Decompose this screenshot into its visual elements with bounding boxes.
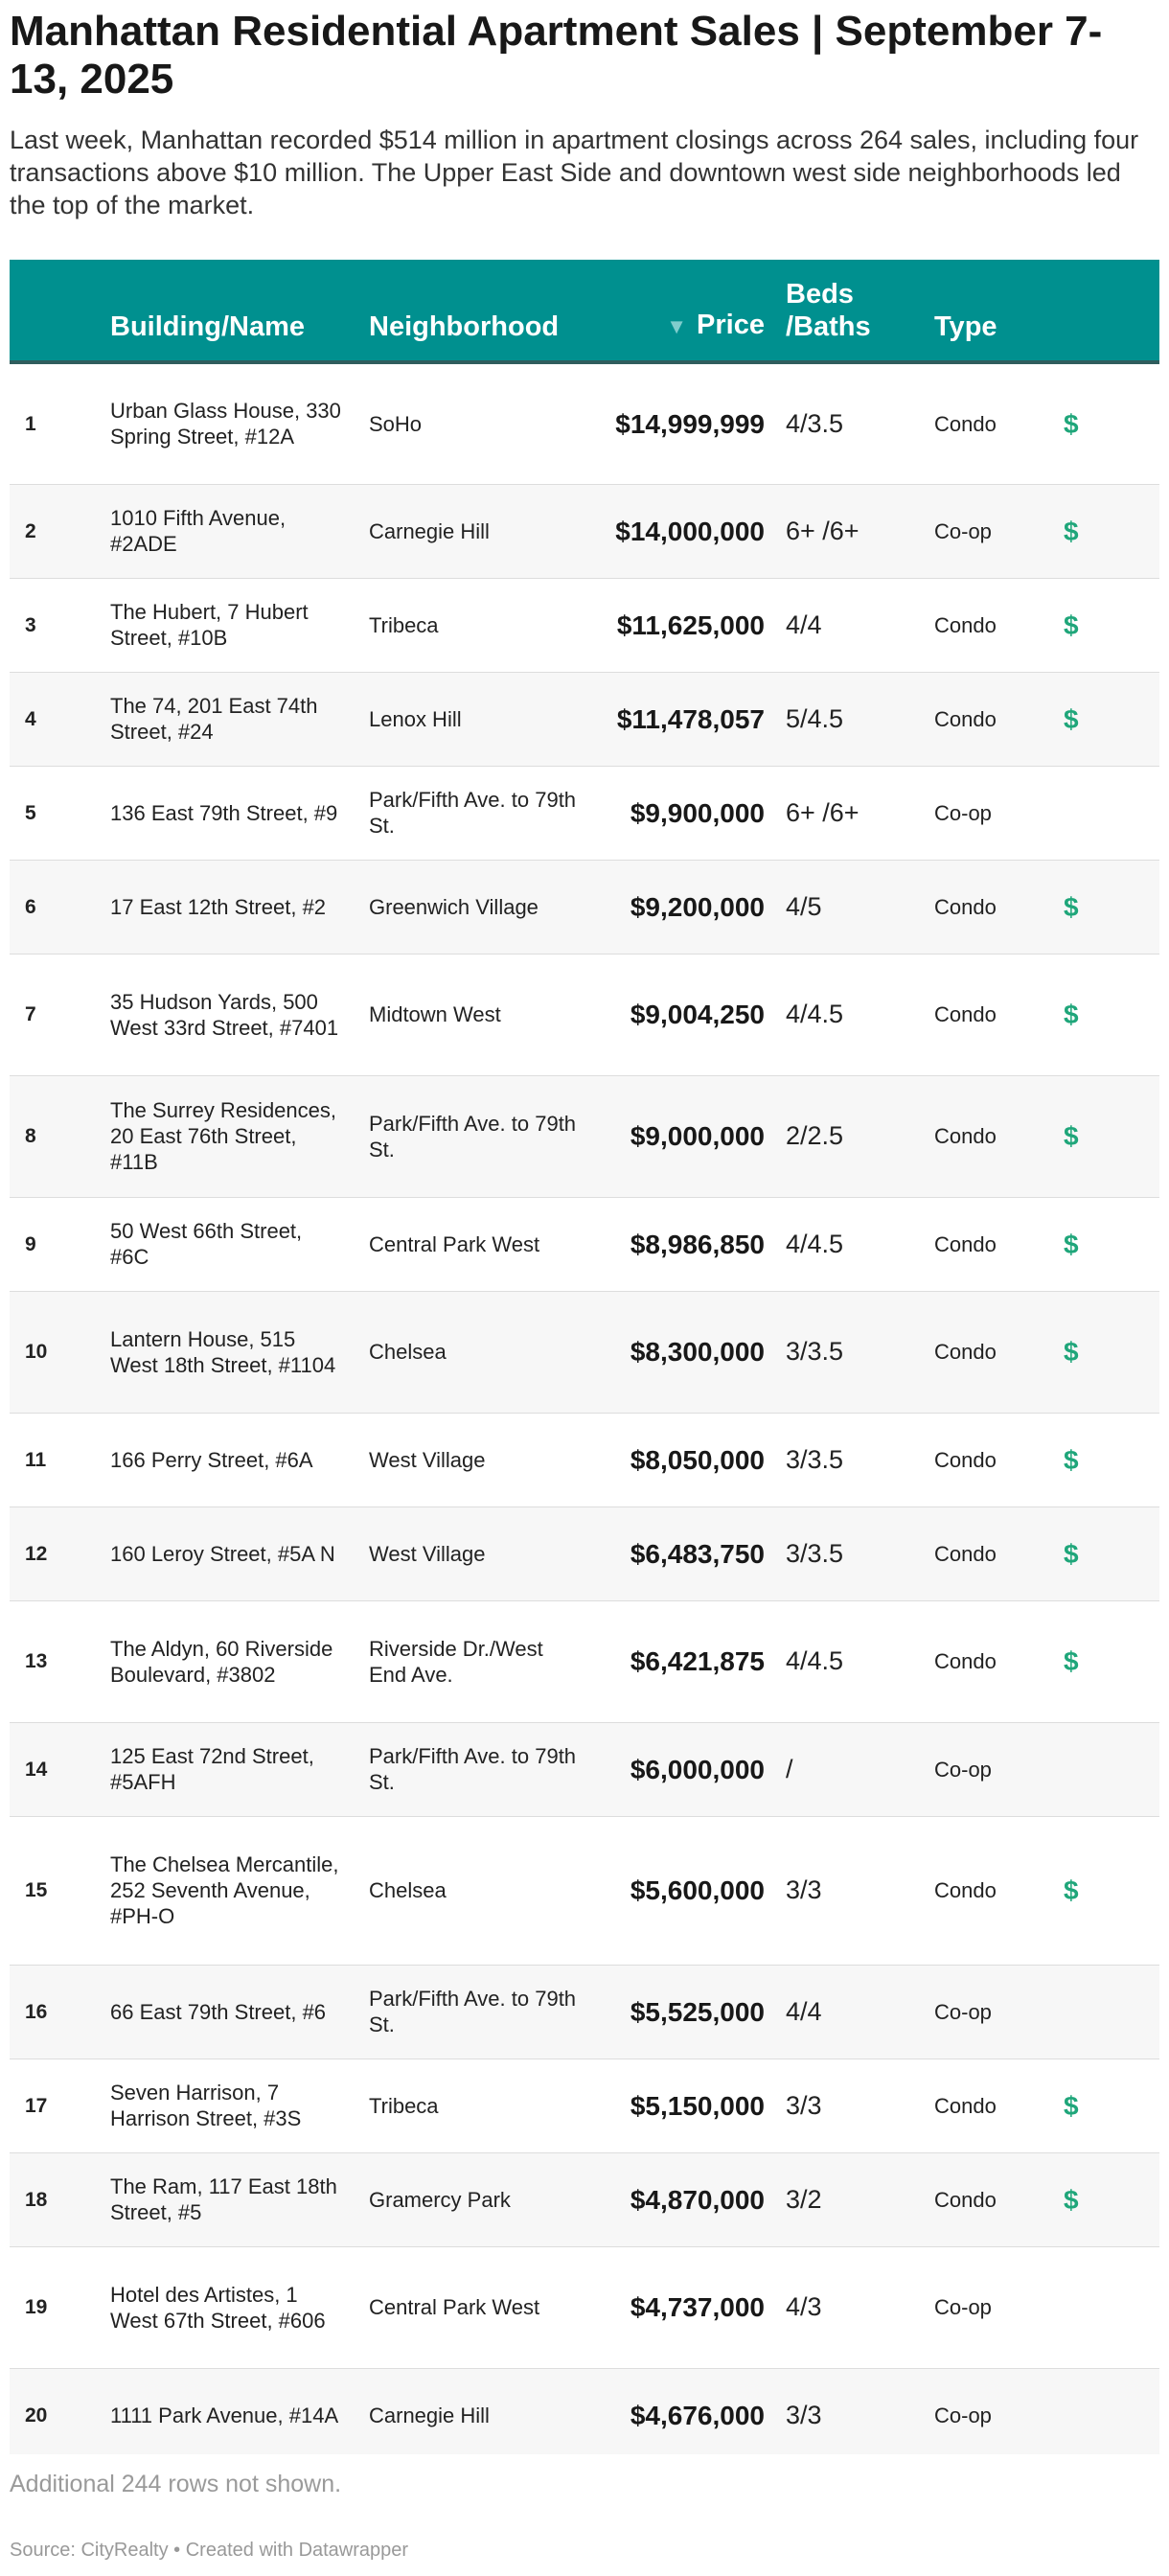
row-type: Condo [934,954,1064,1075]
row-rank: 16 [10,1965,110,2058]
row-price: $5,525,000 [608,1965,786,2058]
header-beds-baths-label: Beds /Baths [786,279,871,342]
row-extra-indicator: $ [1064,1600,1159,1722]
header-type[interactable]: Type [934,260,1064,362]
row-extra-indicator: $ [1064,2058,1159,2152]
row-building-name: Urban Glass House, 330 Spring Street, #12A [110,362,369,484]
row-type: Co-op [934,2368,1064,2454]
row-neighborhood: Park/Fifth Ave. to 79th St. [369,1722,608,1816]
row-rank: 12 [10,1506,110,1600]
row-extra-indicator: $ [1064,484,1159,578]
row-type: Condo [934,2058,1064,2152]
row-price: $9,000,000 [608,1075,786,1197]
row-rank: 15 [10,1816,110,1965]
table-row [10,1506,1159,1600]
row-price: $11,478,057 [608,672,786,766]
row-price: $6,421,875 [608,1600,786,1722]
header-beds-baths[interactable] [786,260,934,362]
row-building-name: The Ram, 117 East 18th Street, #5 [110,2152,369,2246]
table-row [10,578,1159,672]
row-price: $6,000,000 [608,1722,786,1816]
row-type: Co-op [934,2246,1064,2368]
row-building-name: Seven Harrison, 7 Harrison Street, #3S [110,2058,369,2152]
row-building-name: The Chelsea Mercantile, 252 Seventh Avenue, #PH-O [110,1816,369,1965]
row-neighborhood: Park/Fifth Ave. to 79th St. [369,1965,608,2058]
table-row [10,1816,1159,1965]
source-footer: Source: CityRealty • Created with Datawrapper [10,2540,409,2561]
row-rank: 1 [10,362,110,484]
header-neighborhood[interactable]: Neighborhood [369,260,608,362]
row-extra-indicator: $ [1064,1197,1159,1291]
row-beds-baths: 3/2 [786,2152,934,2246]
row-type: Condo [934,2152,1064,2246]
row-price: $9,900,000 [608,766,786,860]
row-neighborhood: Midtown West [369,954,608,1075]
table-row [10,2368,1159,2454]
row-neighborhood: Tribeca [369,2058,608,2152]
row-extra-indicator: $ [1064,1075,1159,1197]
row-building-name: The Aldyn, 60 Riverside Boulevard, #3802 [110,1600,369,1722]
row-building-name: 160 Leroy Street, #5A N [110,1506,369,1600]
row-building-name: 17 East 12th Street, #2 [110,860,369,954]
row-neighborhood: Lenox Hill [369,672,608,766]
row-type: Condo [934,578,1064,672]
row-extra-indicator: $ [1064,1291,1159,1413]
row-beds-baths: 3/3 [786,2368,934,2454]
row-beds-baths: 6+ /6+ [786,484,934,578]
table-row [10,1413,1159,1506]
row-type: Condo [934,672,1064,766]
row-beds-baths: 4/4 [786,1965,934,2058]
table-row [10,1075,1159,1197]
table-row [10,2152,1159,2246]
table-body [10,362,1159,2454]
row-extra-indicator: $ [1064,860,1159,954]
row-rank: 14 [10,1722,110,1816]
row-neighborhood: Central Park West [369,2246,608,2368]
row-beds-baths: 4/4 [786,578,934,672]
row-type: Co-op [934,1722,1064,1816]
row-price: $8,300,000 [608,1291,786,1413]
page-title: Manhattan Residential Apartment Sales | September 7-13, 2025 [10,8,1103,103]
row-building-name: Lantern House, 515 West 18th Street, #1104 [110,1291,369,1413]
row-extra-indicator: $ [1064,2152,1159,2246]
row-neighborhood: Chelsea [369,1816,608,1965]
header-rank[interactable] [10,260,110,362]
row-type: Condo [934,1197,1064,1291]
table-row [10,1600,1159,1722]
row-beds-baths: 4/3 [786,2246,934,2368]
row-price: $14,999,999 [608,362,786,484]
row-building-name: 35 Hudson Yards, 500 West 33rd Street, #7401 [110,954,369,1075]
row-neighborhood: Carnegie Hill [369,2368,608,2454]
row-type: Condo [934,1075,1064,1197]
table-row [10,2246,1159,2368]
table-row [10,484,1159,578]
table-row [10,672,1159,766]
rows-not-shown-note: Additional 244 rows not shown. [10,2471,342,2497]
row-extra-indicator: $ [1064,954,1159,1075]
row-rank: 10 [10,1291,110,1413]
row-price: $5,600,000 [608,1816,786,1965]
row-neighborhood: Park/Fifth Ave. to 79th St. [369,766,608,860]
row-neighborhood: SoHo [369,362,608,484]
row-type: Condo [934,1600,1064,1722]
row-price: $8,050,000 [608,1413,786,1506]
row-building-name: 136 East 79th Street, #9 [110,766,369,860]
row-rank: 11 [10,1413,110,1506]
row-extra-indicator: $ [1064,1413,1159,1506]
table-row [10,1291,1159,1413]
page-description: Last week, Manhattan recorded $514 million in apartment closings across 264 sales, including four transactions above $10 million. The Upper East Side and downtown west side neighborhoods led the top of the market. [10,126,1139,219]
row-beds-baths: 4/4.5 [786,1197,934,1291]
row-beds-baths: 4/4.5 [786,1600,934,1722]
row-rank: 18 [10,2152,110,2246]
row-beds-baths: 4/5 [786,860,934,954]
header-building-name[interactable]: Building/Name [110,260,369,362]
row-price: $8,986,850 [608,1197,786,1291]
row-type: Condo [934,362,1064,484]
row-neighborhood: Gramercy Park [369,2152,608,2246]
row-type: Condo [934,1413,1064,1506]
row-type: Co-op [934,766,1064,860]
row-price: $6,483,750 [608,1506,786,1600]
row-extra-indicator [1064,1722,1159,1816]
row-beds-baths: 6+ /6+ [786,766,934,860]
row-building-name: The Surrey Residences, 20 East 76th Street, #11B [110,1075,369,1197]
row-extra-indicator [1064,766,1159,860]
row-rank: 8 [10,1075,110,1197]
row-building-name: The Hubert, 7 Hubert Street, #10B [110,578,369,672]
row-building-name: Hotel des Artistes, 1 West 67th Street, #606 [110,2246,369,2368]
row-neighborhood: Park/Fifth Ave. to 79th St. [369,1075,608,1197]
row-beds-baths: 3/3.5 [786,1413,934,1506]
row-price: $9,004,250 [608,954,786,1075]
row-beds-baths: 4/4.5 [786,954,934,1075]
row-price: $4,737,000 [608,2246,786,2368]
row-price: $14,000,000 [608,484,786,578]
sort-descending-icon: ▼ [666,314,688,338]
row-price: $11,625,000 [608,578,786,672]
row-neighborhood: West Village [369,1413,608,1506]
header-price-label: Price [697,310,765,340]
table-row [10,954,1159,1075]
row-building-name: 50 West 66th Street, #6C [110,1197,369,1291]
row-neighborhood: West Village [369,1506,608,1600]
row-rank: 2 [10,484,110,578]
table-row [10,860,1159,954]
row-type: Co-op [934,1965,1064,2058]
row-rank: 7 [10,954,110,1075]
row-beds-baths: 3/3.5 [786,1506,934,1600]
table-row [10,2058,1159,2152]
row-rank: 13 [10,1600,110,1722]
table-header-row [10,260,1159,362]
row-beds-baths: 3/3 [786,2058,934,2152]
row-beds-baths: 3/3.5 [786,1291,934,1413]
row-neighborhood: Central Park West [369,1197,608,1291]
row-beds-baths: / [786,1722,934,1816]
row-rank: 19 [10,2246,110,2368]
row-extra-indicator: $ [1064,362,1159,484]
row-type: Condo [934,1816,1064,1965]
row-extra-indicator [1064,2246,1159,2368]
row-price: $9,200,000 [608,860,786,954]
row-beds-baths: 2/2.5 [786,1075,934,1197]
header-extra [1064,260,1159,362]
row-beds-baths: 5/4.5 [786,672,934,766]
sales-table-container [10,260,1159,2454]
row-type: Condo [934,1291,1064,1413]
table-row [10,1722,1159,1816]
row-neighborhood: Carnegie Hill [369,484,608,578]
row-neighborhood: Greenwich Village [369,860,608,954]
row-rank: 5 [10,766,110,860]
row-price: $5,150,000 [608,2058,786,2152]
row-neighborhood: Tribeca [369,578,608,672]
row-type: Condo [934,860,1064,954]
row-building-name: 1111 Park Avenue, #14A [110,2368,369,2454]
row-extra-indicator [1064,2368,1159,2454]
row-price: $4,870,000 [608,2152,786,2246]
row-price: $4,676,000 [608,2368,786,2454]
row-neighborhood: Riverside Dr./West End Ave. [369,1600,608,1722]
row-extra-indicator: $ [1064,578,1159,672]
row-building-name: The 74, 201 East 74th Street, #24 [110,672,369,766]
row-beds-baths: 4/3.5 [786,362,934,484]
row-rank: 6 [10,860,110,954]
row-building-name: 66 East 79th Street, #6 [110,1965,369,2058]
row-beds-baths: 3/3 [786,1816,934,1965]
table-row [10,362,1159,484]
row-rank: 17 [10,2058,110,2152]
header-price[interactable] [608,260,786,362]
row-rank: 4 [10,672,110,766]
row-rank: 20 [10,2368,110,2454]
row-extra-indicator [1064,1965,1159,2058]
table-row [10,1965,1159,2058]
row-neighborhood: Chelsea [369,1291,608,1413]
row-extra-indicator: $ [1064,672,1159,766]
row-type: Condo [934,1506,1064,1600]
row-building-name: 125 East 72nd Street, #5AFH [110,1722,369,1816]
row-building-name: 166 Perry Street, #6A [110,1413,369,1506]
row-extra-indicator: $ [1064,1816,1159,1965]
row-rank: 3 [10,578,110,672]
sales-table [10,260,1159,2454]
row-extra-indicator: $ [1064,1506,1159,1600]
row-rank: 9 [10,1197,110,1291]
row-type: Co-op [934,484,1064,578]
table-row [10,1197,1159,1291]
table-row [10,766,1159,860]
row-building-name: 1010 Fifth Avenue, #2ADE [110,484,369,578]
